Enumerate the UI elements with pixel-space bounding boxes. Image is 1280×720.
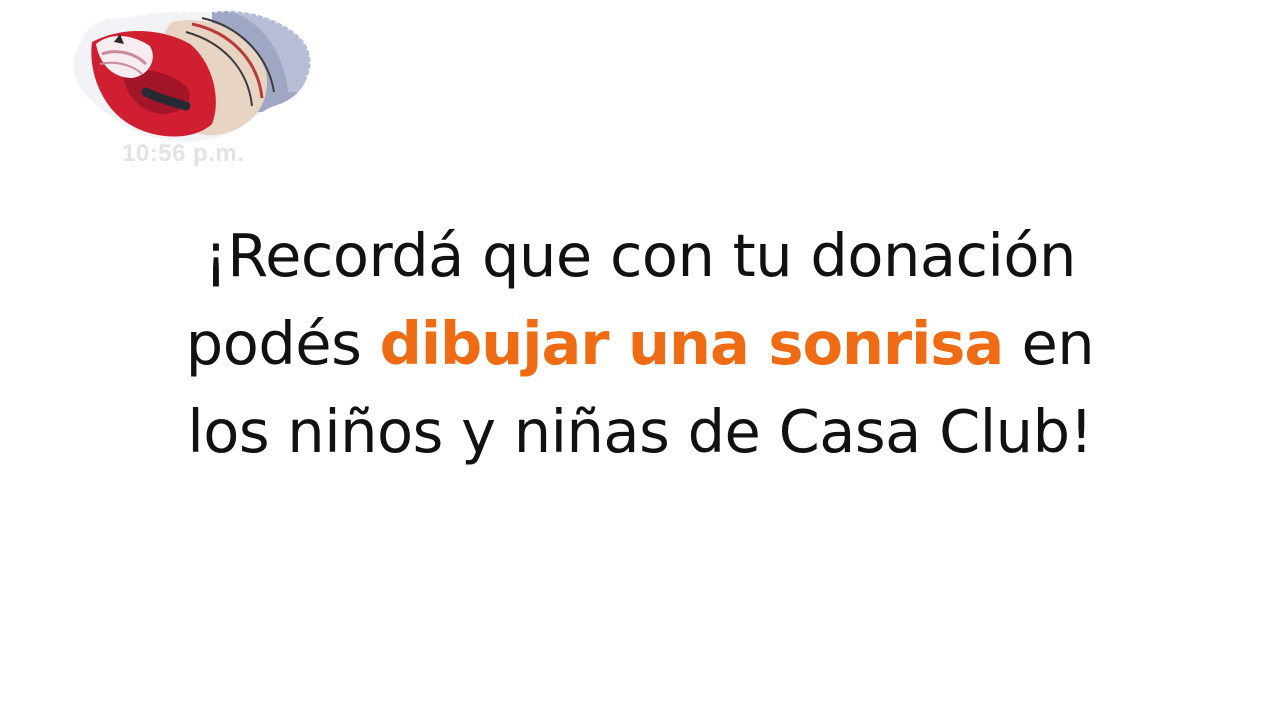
dancer-skirt-photo-icon	[62, 2, 318, 148]
message-line-2-suffix: en	[1003, 309, 1095, 378]
message-line-3: los niños y niñas de Casa Club!	[187, 397, 1093, 466]
message-highlight: dibujar una sonrisa	[379, 309, 1004, 378]
message-line-1: ¡Recordá que con tu donación	[204, 221, 1076, 290]
message-line-2-prefix: podés	[185, 309, 380, 378]
timestamp-watermark: 10:56 p.m.	[122, 140, 245, 167]
donation-message	[100, 212, 1180, 476]
message-line-2	[100, 300, 1180, 388]
